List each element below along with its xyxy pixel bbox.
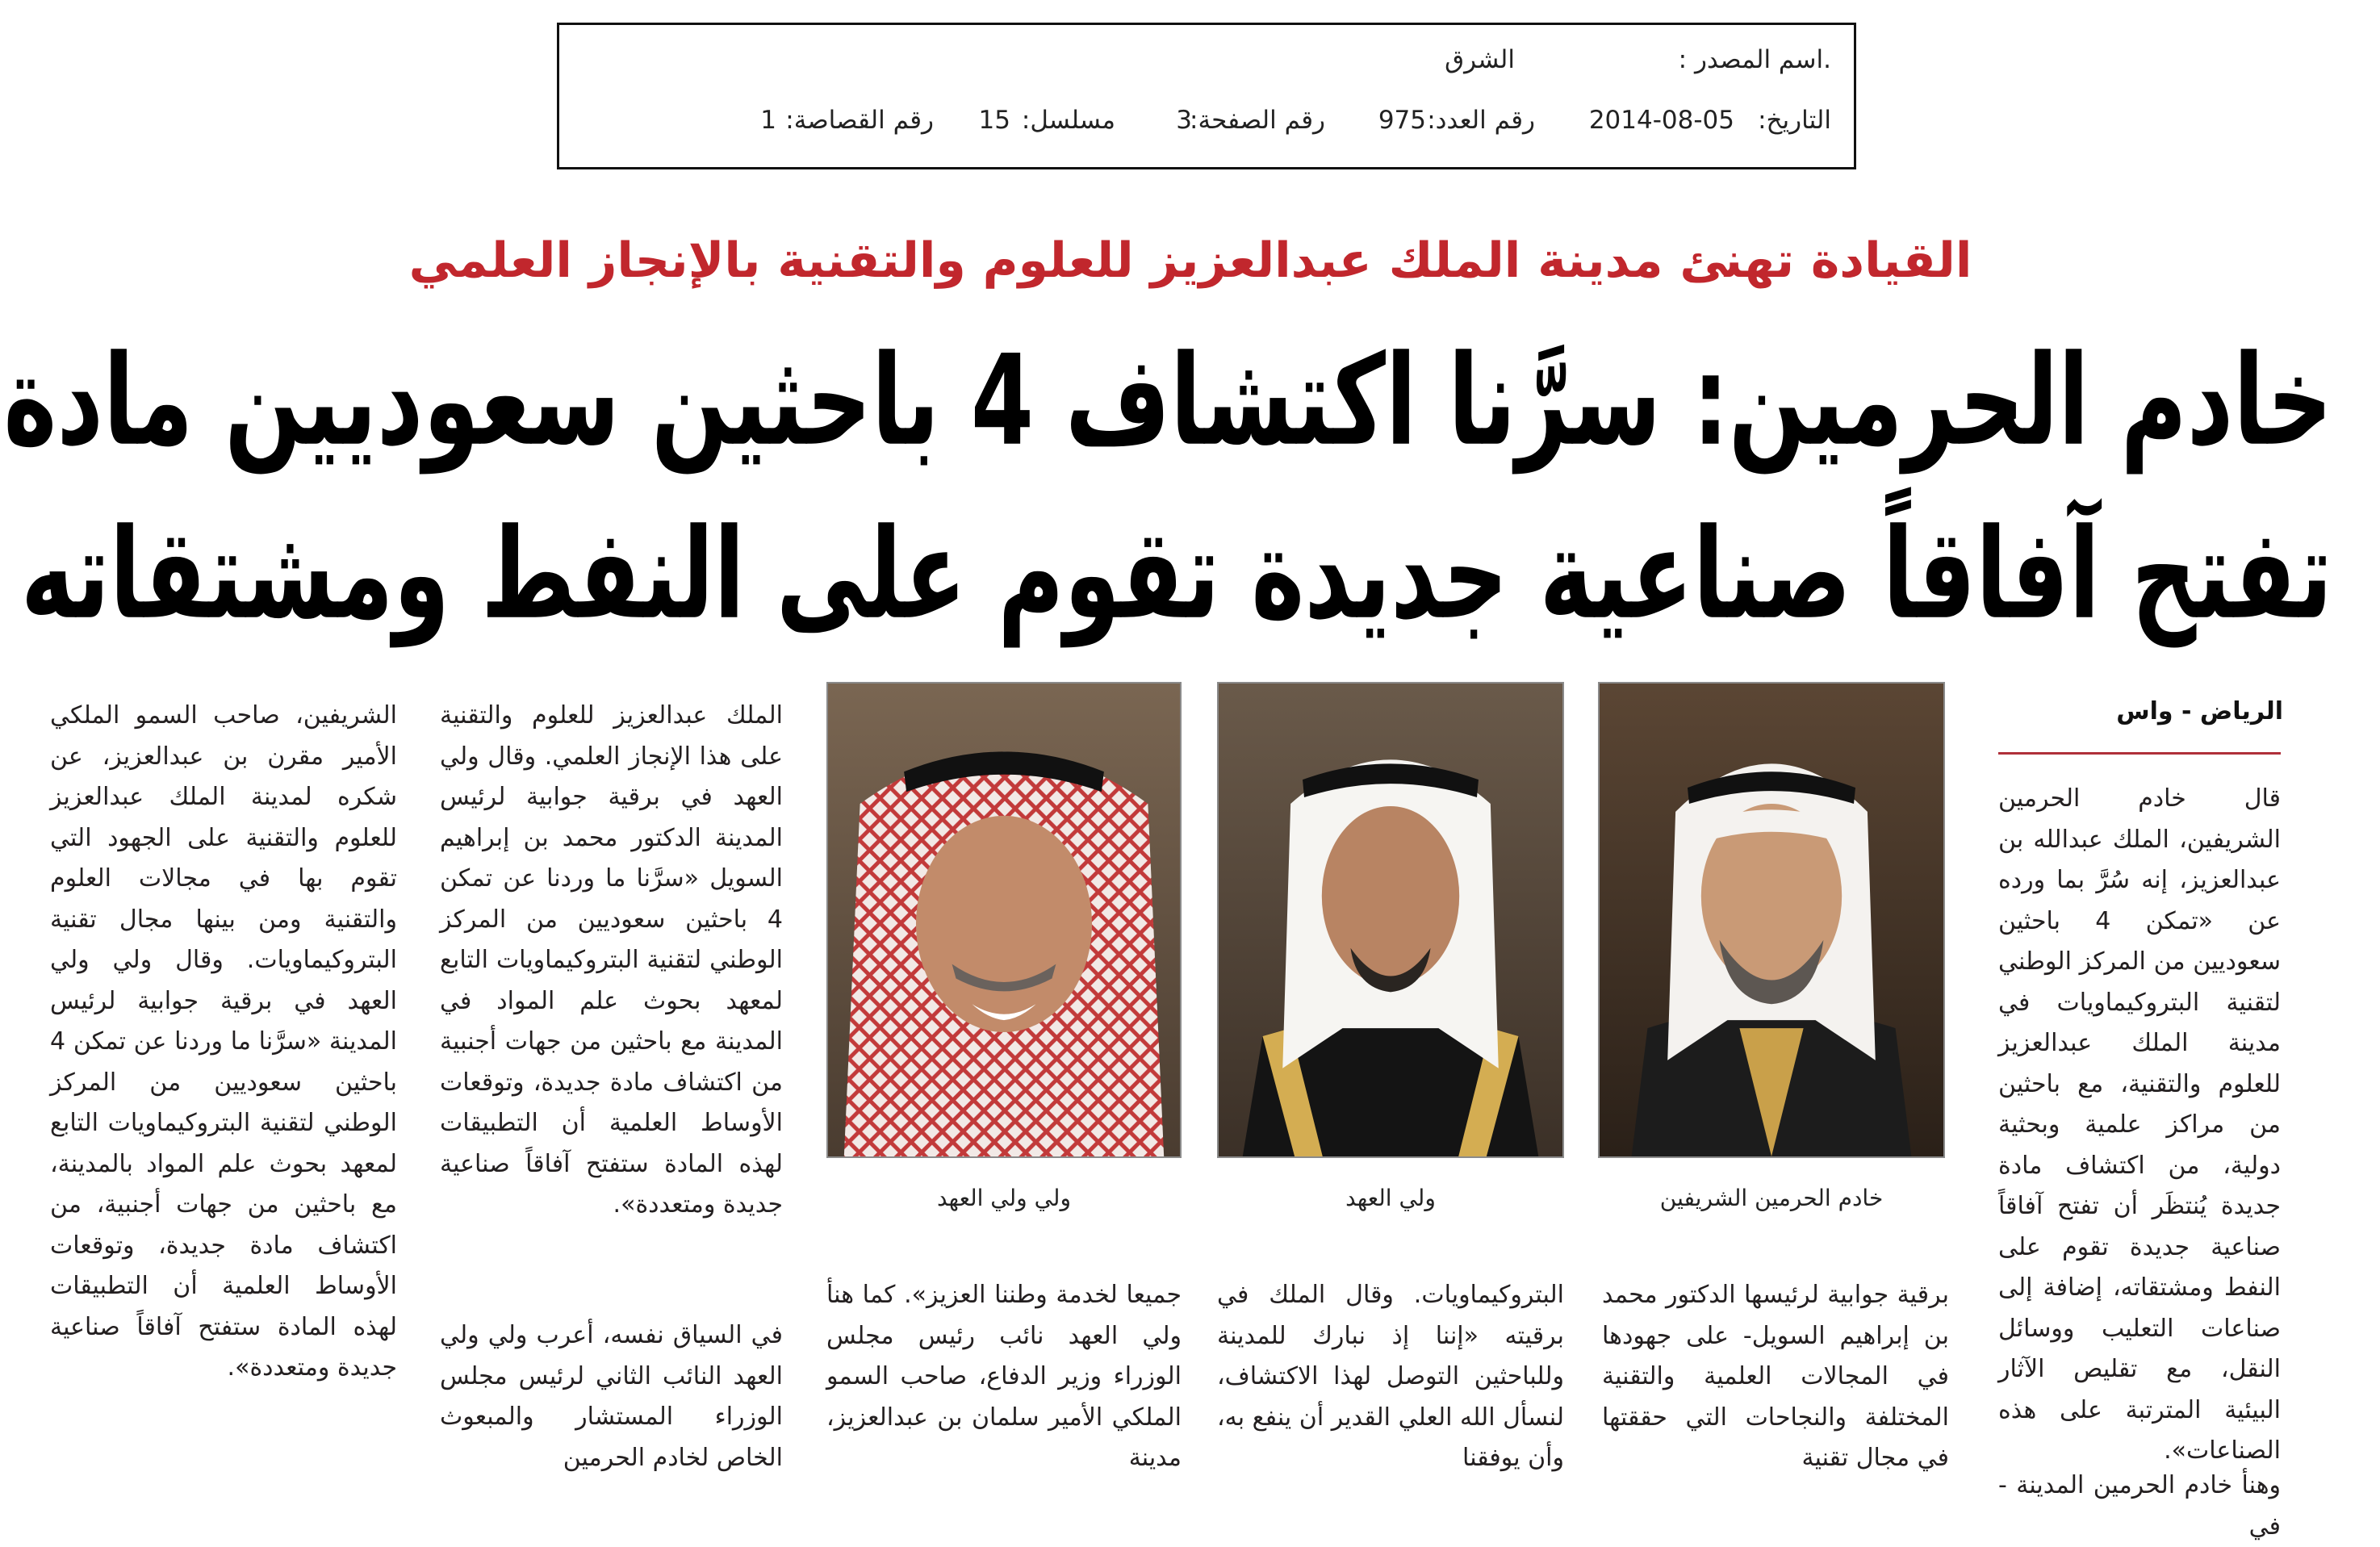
photo-caption-king: خادم الحرمين الشريفين (1659, 1185, 1884, 1211)
article-column-4 (826, 1275, 1182, 1517)
article-column-2 (1602, 1275, 1949, 1517)
column-1-paragraph-2: وهنأ خادم الحرمين المدينة - في (1998, 1471, 2281, 1541)
column-5-paragraph: الملك عبدالعزيز للعلوم والتقنية على هذا الإنجاز العلمي. وقال ولي العهد في برقية جوابية لرئيس المدينة الدكتور محمد بن إبراهيم السويل «سرَّنا ما وردنا عن تمكن 4 باحثين سعوديين من المركز الوطني لتقنية البتروكيماويات التابع لمعهد بحوث علم المواد في المدينة مع باحثين من جهات أجنبية من اكتشاف مادة جديدة، وتوقعات الأوساط العلمية أن التطبيقات لهذه المادة ستفتح آفاقاً صناعية جديدة ومتعددة». (440, 701, 783, 1219)
serial-value: 15 (978, 106, 1010, 135)
issue-value: 975 (1378, 106, 1426, 135)
source-label: .اسم المصدر : (1678, 45, 1831, 74)
article-column-1 (1998, 779, 2282, 1465)
column-1-paragraph: قال خادم الحرمين الشريفين، الملك عبدالله بن عبدالعزيز، إنه سُرَّ بما ورده عن «تمكن 4 باحثين سعوديين من المركز الوطني لتقنية البتروكيماويات في مدينة الملك عبدالعزيز للعلوم والتقنية، مع باحثين من مراكز علمية وبحثية دولية، من اكتشاف مادة جديدة يُنتظَر أن تفتح آفاقاً صناعية جديدة تقوم على النفط ومشتقاته، إضافة إلى صناعات التعليب ووسائل النقل، مع تقليص الآثار البيئية المترتبة على هذه الصناعات». (1998, 784, 2282, 1465)
source-value: الشرق (1445, 45, 1515, 74)
clip-label: رقم القصاصة: (785, 106, 934, 135)
page-value: 3 (1176, 106, 1192, 135)
article-column-6 (50, 696, 397, 1517)
clip-value: 1 (760, 106, 776, 135)
date-label: التاريخ: (1758, 106, 1831, 135)
byline: الرياض - واس (2116, 697, 2283, 725)
photo-caption-crown-prince: ولي العهد (1345, 1185, 1436, 1211)
article-column-5-continued (440, 1315, 783, 1517)
column-3-paragraph: البتروكيماويات. وقال الملك في برقيته «إننا إذ نبارك للمدينة وللباحثين التوصل لهذا الاكتشاف، لنسأل الله العلي القدير أن ينفع به، وأن يوفقنا (1217, 1281, 1564, 1472)
page-label: رقم الصفحة: (1190, 106, 1325, 135)
photo-crown-prince (1217, 682, 1564, 1158)
headline-line-1: خادم الحرمين: سرَّنا اكتشاف 4 باحثين سعوديين مادة (3, 328, 2332, 474)
headline-line-2: تفتح آفاقاً صناعية جديدة تقوم على النفط ومشتقاته (20, 502, 2332, 647)
source-metadata-box (557, 23, 1856, 169)
column-6-paragraph: الشريفين، صاحب السمو الملكي الأمير مقرن بن عبدالعزيز، عن شكره لمدينة الملك عبدالعزيز للعلوم والتقنية على الجهود التي تقوم بها في مجالات العلوم والتقنية ومن بينها مجال تقنية البتروكيماويات. وقال ولي ولي العهد في برقية جوابية لرئيس المدينة «سرَّنا ما وردنا عن تمكن 4 باحثين سعوديين من المركز الوطني لتقنية البتروكيماويات التابع لمعهد بحوث علم المواد بالمدينة، مع باحثين من جهات أجنبية، من اكتشاف مادة جديدة، وتوقعات الأوساط العلمية أن التطبيقات لهذه المادة ستفتح آفاقاً صناعية جديدة ومتعددة». (50, 701, 397, 1382)
serial-label: مسلسل: (1021, 106, 1115, 135)
issue-label: رقم العدد: (1427, 106, 1535, 135)
photo-deputy-crown-prince (826, 682, 1182, 1158)
photo-king (1598, 682, 1945, 1158)
article-column-1-continued (1998, 1465, 2281, 1541)
column-2-paragraph: برقية جوابية لرئيسها الدكتور محمد بن إبراهيم السويل- على جهودها في المجالات العلمية والتقنية المختلفة والنجاحات التي حققتها في مجال تقنية (1602, 1281, 1949, 1472)
date-value: 2014-08-05 (1588, 106, 1734, 135)
byline-divider (1998, 752, 2281, 755)
column-4-paragraph: جميعا لخدمة وطننا العزيز». كما هنأ ولي العهد نائب رئيس مجلس الوزراء وزير الدفاع، صاحب السمو الملكي الأمير سلمان بن عبدالعزيز، مدينة (826, 1281, 1182, 1472)
article-kicker: القيادة تهنئ مدينة الملك عبدالعزيز للعلوم والتقنية بالإنجاز العلمي (408, 232, 1972, 289)
article-column-5 (440, 696, 783, 1317)
article-column-3 (1217, 1275, 1564, 1517)
column-5-paragraph-2: في السياق نفسه، أعرب ولي ولي العهد النائب الثاني لرئيس مجلس الوزراء المستشار والمبعوث الخاص لخادم الحرمين (440, 1321, 783, 1472)
photo-caption-deputy-crown-prince: ولي ولي العهد (936, 1185, 1071, 1211)
